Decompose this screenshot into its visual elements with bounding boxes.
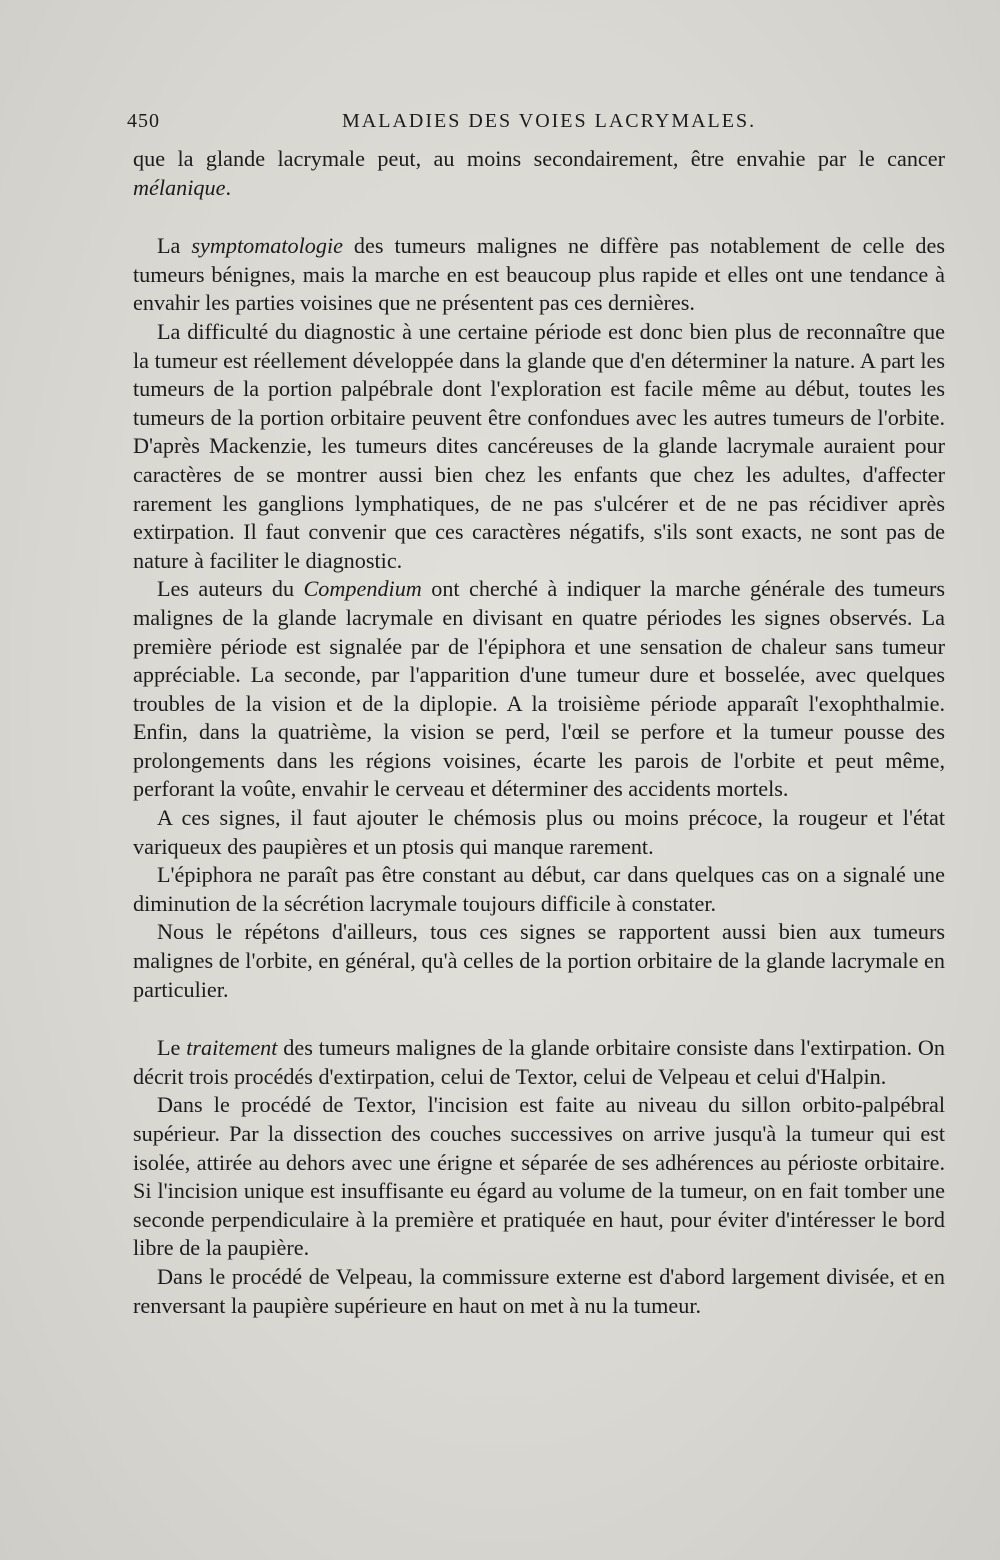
italic-term: Compendium [303,576,422,602]
text-run: L'épiphora ne paraît pas être constant au début, car dans quelques cas on a signalé une diminution de la sécrétion lacrymale toujours difficile à constater. [133,862,945,916]
text-run: Dans le procédé de Textor, l'incision est faite au niveau du sillon orbito-palpébral supérieur. Par la dissection des couches successives on arrive jusqu'à la tumeur qui est isolée, attirée au dehors avec une érigne et séparée de ses adhérences au périoste orbitaire. Si l'incision unique est insuffisante eu égard au volume de la tumeur, on en fait tomber une seconde perpendiculaire à la première et pratiquée en haut, pour éviter d'intéresser le bord libre de la paupière. [133,1092,945,1261]
text-run: des tumeurs malignes ne diffère pas notablement de celle des tumeurs bénignes, mais la marche en est beaucoup plus rapide et elles ont une tendance à envahir les parties voisines que ne présentent pas ces dernières. [133,233,945,316]
text-run: Le [157,1035,187,1061]
paragraph-compendium [133,575,945,804]
paragraph-traitement [133,1034,945,1091]
text-run: ont cherché à indiquer la marche générale des tumeurs malignes de la glande lacrymale en divisant en quatre périodes les signes observés. La première période est signalée par de l'épiphora et une sensation de chaleur sans tumeur appréciable. La seconde, par l'apparition d'une tumeur dure et bosselée, avec quelques troubles de la vision et de la diplopie. A la troisième période apparaît l'exophthalmie. Enfin, dans la quatrième, la vision se perd, l'œil se perfore et la tumeur pousse des prolongements dans les régions voisines, écarte les parois de l'orbite et peut même, perforant la voûte, envahir le cerveau et déterminer des accidents mortels. [133,576,946,802]
running-header [127,110,927,140]
paragraph-continuation [133,145,945,202]
paragraph-textor [133,1091,945,1263]
running-title: MALADIES DES VOIES LACRYMALES. [342,110,757,132]
text-run: Les auteurs du [157,576,304,602]
paragraph-epiphora [133,861,945,918]
text-run: . [225,174,231,200]
paragraph-symptomatologie [133,232,945,318]
italic-term: symptomatologie [191,233,343,259]
text-run: que la glande lacrymale peut, au moins secondairement, être envahie par le cancer [133,146,945,171]
paragraph-repetons [133,918,945,1004]
italic-term: traitement [186,1035,278,1061]
paragraph-velpeau [133,1263,945,1320]
text-run: des tumeurs malignes de la glande orbitaire consiste dans l'extirpation. On décrit trois procédés d'extirpation, celui de Textor, celui de Velpeau et celui d'Halpin. [133,1035,945,1089]
text-run: Nous le répétons d'ailleurs, tous ces signes se rapportent aussi bien aux tumeurs malignes de l'orbite, en général, qu'à celles de la portion orbitaire de la glande lacrymale en particulier. [133,919,945,1002]
text-run: La difficulté du diagnostic à une certaine période est donc bien plus de reconnaître que la tumeur est réellement développée dans la glande que d'en déterminer la nature. A part les tumeurs de la portion palpébrale dont l'exploration est facile même au début, toutes les tumeurs de la portion orbitaire peuvent être confondues avec les autres tumeurs de l'orbite. D'après Mackenzie, les tumeurs dites cancéreuses de la glande lacrymale auraient pour caractères de se montrer aussi bien chez les enfants que chez les adultes, d'affecter rarement les ganglions lymphatiques, de ne pas s'ulcérer et de ne pas récidiver après extirpation. Il faut convenir que ces caractères négatifs, s'ils sont exacts, ne sont pas de nature à faciliter le diagnostic. [133,318,945,573]
paragraph-chemosis [133,804,945,861]
body-text [133,145,945,1320]
text-run: Dans le procédé de Velpeau, la commissure externe est d'abord largement divisée, et en renversant la paupière supérieure en haut on met à nu la tumeur. [133,1263,945,1318]
paragraph-diagnostic [133,318,945,575]
text-run: A ces signes, il faut ajouter le chémosis plus ou moins précoce, la rougeur et l'état variqueux des paupières et un ptosis qui manque rarement. [133,805,945,859]
text-run: La [157,233,192,259]
page-number: 450 [127,110,160,132]
italic-term: mélanique [133,174,226,200]
